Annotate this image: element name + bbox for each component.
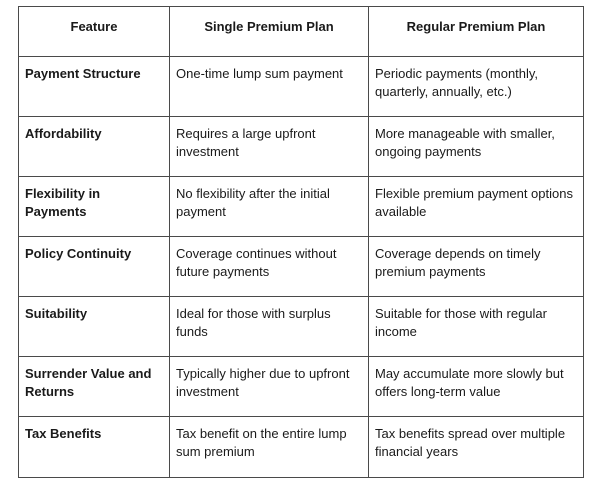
header-feature: Feature [19,7,170,57]
feature-cell: Flexibility in Payments [19,177,170,237]
regular-premium-cell: Suitable for those with regular income [369,297,584,357]
header-single-premium: Single Premium Plan [170,7,369,57]
table-row [19,297,584,357]
table-row [19,237,584,297]
header-row [19,7,584,57]
single-premium-cell: One-time lump sum payment [170,57,369,117]
single-premium-cell: Ideal for those with surplus funds [170,297,369,357]
single-premium-cell: Requires a large upfront investment [170,117,369,177]
table-row [19,177,584,237]
table-row [19,57,584,117]
feature-cell: Payment Structure [19,57,170,117]
regular-premium-cell: May accumulate more slowly but offers long-term value [369,357,584,417]
single-premium-cell: Coverage continues without future payments [170,237,369,297]
feature-cell: Suitability [19,297,170,357]
regular-premium-cell: Tax benefits spread over multiple financial years [369,417,584,478]
table-row [19,117,584,177]
feature-cell: Surrender Value and Returns [19,357,170,417]
feature-cell: Tax Benefits [19,417,170,478]
comparison-table [18,6,584,478]
single-premium-cell: Tax benefit on the entire lump sum premium [170,417,369,478]
regular-premium-cell: Coverage depends on timely premium payments [369,237,584,297]
single-premium-cell: Typically higher due to upfront investment [170,357,369,417]
regular-premium-cell: Flexible premium payment options available [369,177,584,237]
table-row [19,357,584,417]
regular-premium-cell: More manageable with smaller, ongoing payments [369,117,584,177]
regular-premium-cell: Periodic payments (monthly, quarterly, annually, etc.) [369,57,584,117]
feature-cell: Affordability [19,117,170,177]
header-regular-premium: Regular Premium Plan [369,7,584,57]
feature-cell: Policy Continuity [19,237,170,297]
single-premium-cell: No flexibility after the initial payment [170,177,369,237]
table-row [19,417,584,478]
